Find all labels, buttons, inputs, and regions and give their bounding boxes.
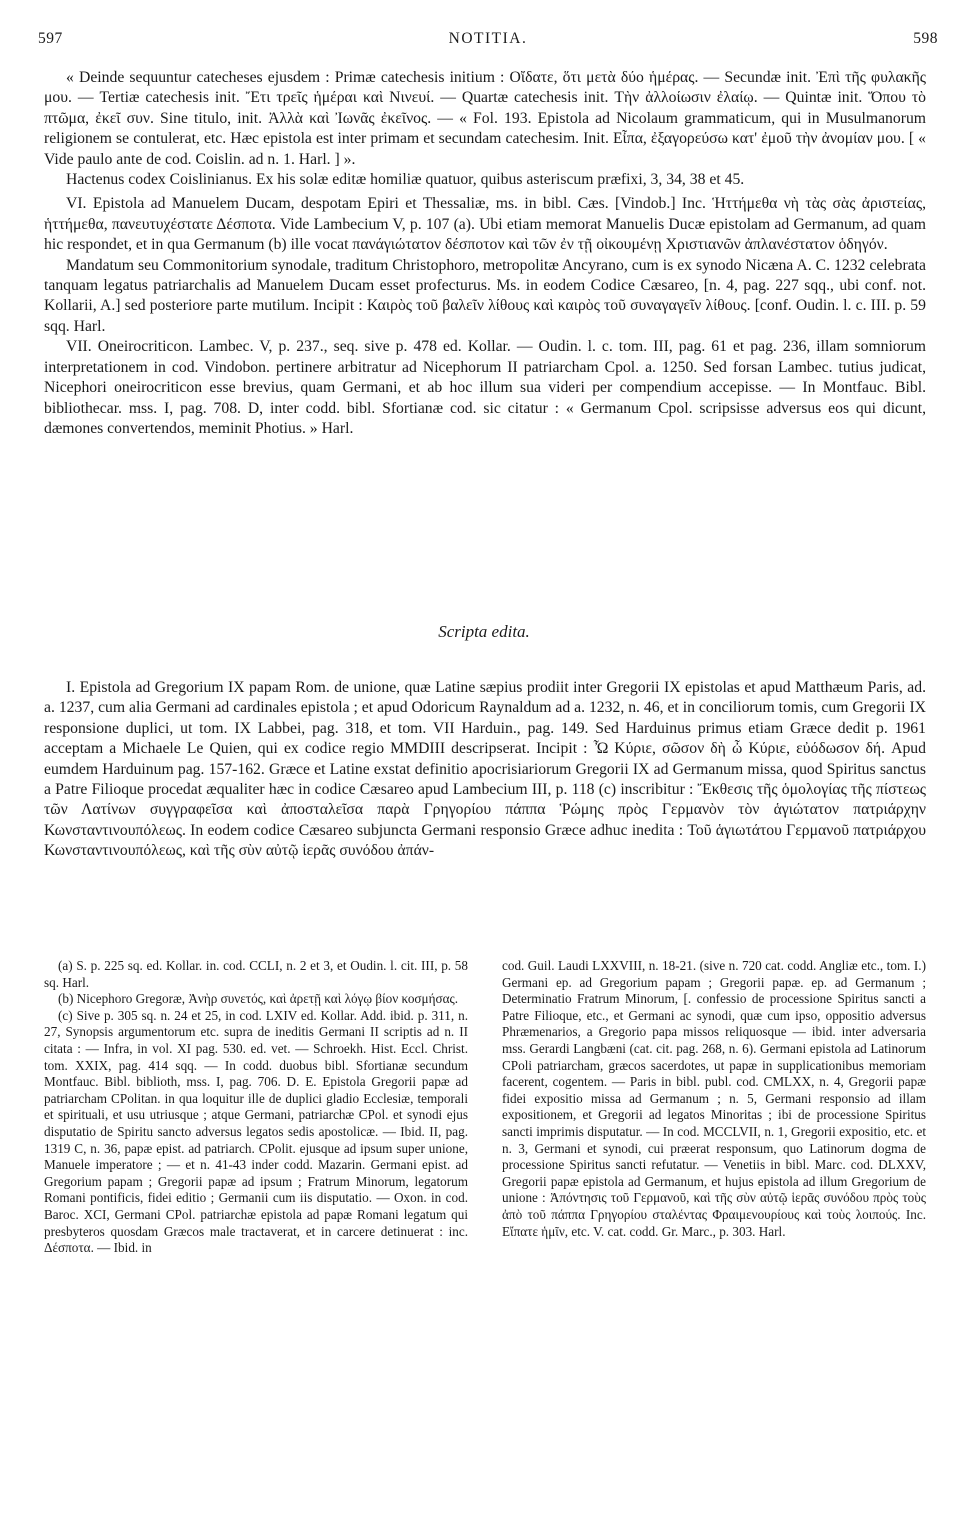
footnotes-left-column — [44, 958, 468, 1257]
section-heading-scripta-edita: Scripta edita. — [438, 622, 530, 641]
paragraph-oneirocriticon: VII. Oneirocriticon. Lambec. V, p. 237., seq. sive p. 478 ed. Kollar. — Oudin. l. c. tom. III, pag. 61 et pag. 236, illam somniorum interpretationem in cod. Vindobon. pertinere arbitratur ad Nicephorum II patriarcham Cpol. a. 1250. Sed forsan Lambec. tutius judicat, Nicephori oneirocriticon esse brevius, quam Germani, et ab hoc illum sua videri per compendium accepisse. — In Montfauc. Bibl. bibliothecar. mss. I, pag. 708. D, inter codd. bibl. Sfortianæ cod. sic citatur : « Germanum Cpol. scripsisse adversus eos qui dicunt, dæmones convertendos, meminit Photius. » Harl. — [44, 338, 926, 437]
paragraph-catecheses: « Deinde sequuntur catecheses ejusdem : Primæ catechesis initium : Οἴδατε, ὅτι μετὰ δύο ἡμέρας. — Secundæ init. Ἐπὶ τῆς φυλακῆς μου. — Tertiæ catechesis init. Ἔτι τρεῖς ἡμέραι καὶ Νινευί. — Quartæ catechesis init. Τὴν ἀλλοίωσιν ἐλαίῳ. — Quintæ init. Ὅπου τὸ πτῶμα, ἐκεῖ συν. Sine titulo, init. Ἀλλὰ καὶ Ἰωνᾶς ἐκεῖνος. — « Fol. 193. Epistola ad Nicolaum grammaticum, qui in Musulmanorum religionem se contulerat, etc. Hæc epistola est inter primam et secundam catechesim. Init. Εἶπα, ἐξαγορεύσω κατ' ἐμοῦ τὴν ἀνομίαν μου. [ « Vide paulo ante de cod. Coislin. ad n. 1. Harl. ] ». — [44, 69, 926, 168]
paragraph-hactenus: Hactenus codex Coislinianus. Ex his solæ editæ homiliæ quatuor, quibus asteriscum præfixi, 3, 34, 38 et 45. — [66, 171, 745, 189]
footnotes-right-column — [502, 958, 926, 1240]
running-title: NOTITIA. — [448, 30, 528, 47]
running-head — [38, 30, 938, 54]
paragraph-epistola-gregorium: I. Epistola ad Gregorium IX papam Rom. de unione, quæ Latine sæpius prodiit inter Gregorii IX epistolas et apud Matthæum Paris, ad. a. 1237, cum alia Germani ad cardinales epistola ; et apud Odoricum Raynaldum ad a. 1232, n. 46, et in conciliorum tomis, cum Gregorii IX responsione duplici, ut tom. IX Labbei, pag. 318, et tom. VII Harduin., pag. 149. Sed Harduinus primus etiam Græce dedit p. 1961 acceptam a Michaele Le Quien, qui ex codice regio MMDIII descripserat. Incipit : Ὦ Κύριε, σῶσον δὴ ὦ Κύριε, εὐόδωσον δή. Apud eumdem Harduinum pag. 157-162. Græce et Latine exstat definitio apocrisiariorum Gregorii IX ad Germanum missa, quod Spiritus sanctus a Patre Filioque procedat æqualiter hæc in codice Cæsareo apud Lambecium III, p. 118 (c) inscribitur : Ἔκθεσις τῆς ὁμολογίας τῆς πίστεως τῶν Λατίνων συγγραφεῖσα καὶ ἀποσταλεῖσα παρὰ Γρηγορίου πάππα Ῥώμης πρὸς Γερμανὸν τὸν ἁγιώτατον πατριάρχην Κωνσταντινουπόλεως. In eodem codice Cæsareo subjuncta Germani responsio Græce adhuc inedita : Τοῦ ἁγιωτάτου Γερμανοῦ πατριάρχου Κωνσταντινουπόλεως, καὶ τῆς σὺν αὐτῷ ἱερᾶς συνόδου ἀπάν- — [44, 679, 926, 860]
main-text — [44, 68, 926, 439]
paragraph-epistola-manuelem: VI. Epistola ad Manuelem Ducam, despotam Epiri et Thessaliæ, ms. in bibl. Cæs. [Vindob.] Inc. Ἡττήμεθα νὴ τὰς σὰς ἀριστείας, ἡττήμεθα, πανευτυχέστατε Δέσποτα. Vide Lambecium V, p. 107 (a). Ubi etiam memorat Manuelis Ducæ epistolam ad Germanum, ad quam hic respondet, et in qua Germanum (b) ille vocat πανάγιώτατον δέσποτον καὶ τῶν ἐν τῇ οἰκουμένῃ Χριστιανῶν ἀπλανέστατον ὁδηγόν. — [44, 195, 926, 254]
footnote-b: (b) Nicephoro Gregoræ, Ἀνὴρ συνετός, καὶ ἀρετῇ καὶ λόγῳ βίον κοσμήσας. — [58, 991, 459, 1007]
scripta-edita-text — [44, 678, 926, 862]
paragraph-mandatum: Mandatum seu Commonitorium synodale, traditum Christophoro, metropolitæ Ancyrano, cum is ex synodo Nicæna A. C. 1232 celebrata tanquam legatus patriarchalis ad Manuelem Ducam esset profecturus. Ms. in eodem Codice Cæsareo, [n. 4, pag. 227 sqq., ubi conf. not. Kollarii, A.] sed posteriore parte mutilum. Incipit : Καιρὸς τοῦ βαλεῖν λίθους καὶ καιρὸς τοῦ συναγαγεῖν λίθους. [conf. Oudin. l. c. III. p. 59 sqq. Harl. — [44, 256, 926, 335]
footnote-a: (a) S. p. 225 sq. ed. Kollar. in. cod. CCLI, n. 2 et 3, et Oudin. l. cit. III, p. 58 sq. Harl. — [44, 958, 468, 990]
footnote-c-continued: cod. Guil. Laudi LXXVIII, n. 18-21. (sive n. 720 cat. codd. Angliæ etc., tom. I.) Germani ep. ad Gregorium papam ; Gregorii papæ. ep. ad Germanum ; Determinatio Fratrum Minorum, [. confessio de processione Spiritus sancti a Patre Filioque, etc., et Germani ac synodi, quæ cum ipso, oppositio adversus Phræmenarios, a Gregorio papa missos reliquosque — ibid. inter adversaria mss. Gerardi Langbæni (cat. cit. pag. 268, n. 6). Germani epistola ad Latinorum CPoli patriarcham, græcos sacerdotes, ut papæ in supplicationibus memoriam facerent, cogentem. — Paris in bibl. publ. cod. CMLXX, n. 4, Gregorii papæ fidei expositio missa ad Germanum ; n. 5, Germani responsio ad illam expositionem, et Gregorii ad legatos Minoritas ; ibi de processione Spiritus sancti imprimis disputatur. — In cod. MCCLVII, n. 1, Gregorii expositio, etc. et n. 3, Germani et synodi, cui præerat responsum, quo Latinorum dogma de processione Spiritus sancti refutatur. — Venetiis in bibl. Marc. cod. DLXXV, Gregorii papæ epistola ad Germanum, et hujus epistola ad illum Gregorium de unione : Ἀπόντησις τοῦ Γερμανοῦ, καὶ τῆς σὺν αὐτῷ ἱερᾶς συνόδου πρὸς τοὺς ἀπὸ τοῦ πάππα Γρηγορίου σταλέντας Φραιμενουρίους καὶ τοὺς λοιπούς. Inc. Εἴπατε ἡμῖν, etc. V. cat. codd. Gr. Marc., p. 303. Harl. — [502, 958, 926, 1239]
page-number-left: 597 — [38, 30, 63, 47]
page-number-right: 598 — [913, 30, 938, 47]
footnote-c: (c) Sive p. 305 sq. n. 24 et 25, in cod. LXIV ed. Kollar. Add. ibid. p. 311, n. 27, Synopsis argumentorum etc. supra de ineditis Germani II scriptis ad n. II citata : — Infra, in vol. XI pag. 530. ed. vet. — Schroekh. Hist. Eccl. Christ. tom. XXIX, pag. 414 sqq. — In codd. duobus bibl. Sfortianæ secundum Montfauc. Bibl. biblioth, mss. I, pag. 706. D. E. Epistola Gregorii papæ ad patriarcham CPolitan. in qua loquitur ille de duplici gladio Ecclesiæ, temporali et spirituali, et usu utriusque ; atque Germani, patriarchæ CPol. et synodi ejus disputatio de Spiritu sancto adversus legatos sedis apostolicæ. — Ibid. II, pag. 1319 C, n. 36, papæ epist. ad patriarch. CPolit. ejusque ad ipsum super unione, Manuele imperatore ; — et n. 41-43 inder codd. Mazarin. Germani epist. ad Gregorium papam ; Gregorii papæ ad ipsum ; Fratrum Minorum, legatorum Romani pontificis, fidei editio ; Germanii cum iis disputatio. — Oxon. in cod. Baroc. XCI, Germani CPol. patriarchæ epistola ad papæ Romani legatum qui presbyteros quosdam Græcos male tractaverat, et in carcere detinuerat : inc. Δέσποτα. — Ibid. in — [44, 1007, 468, 1256]
